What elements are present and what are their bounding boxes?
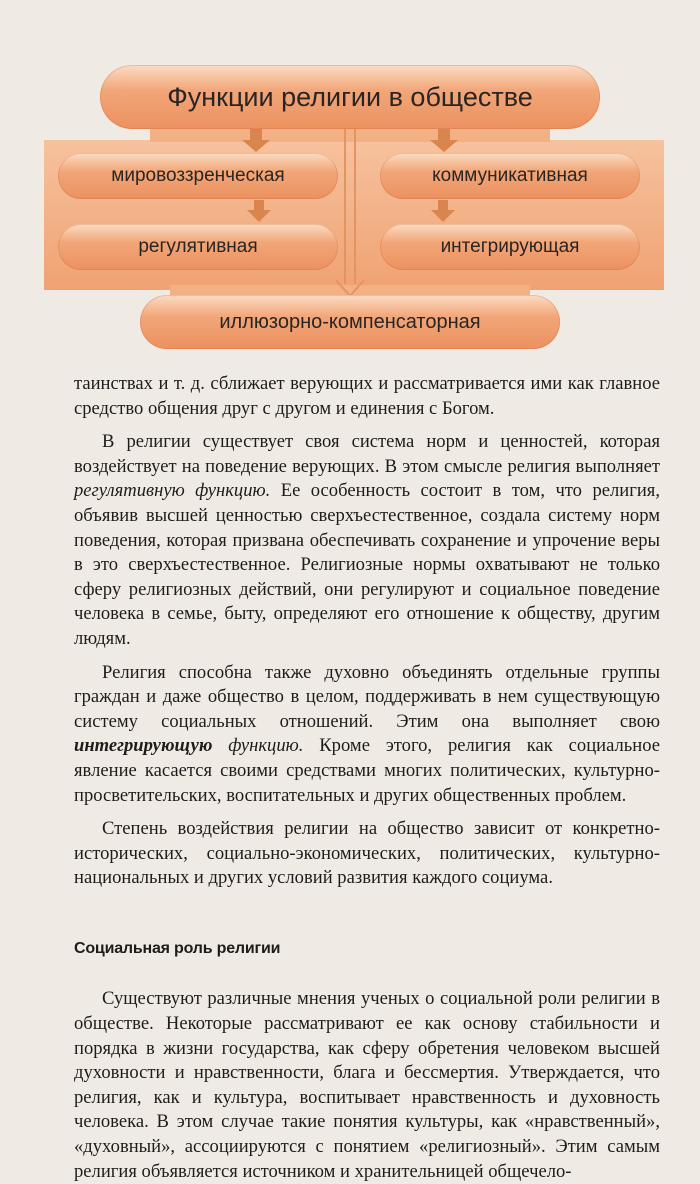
paragraph-3-part-a: Религия способна также духовно объединять отдельные группы граждан и даже общество в целом, поддерживать в нем существующую систему социальных отношений. Этим она выполняет свою xyxy=(74,661,660,732)
paragraph-5: Существуют различные мнения ученых о социальной роли религии в обществе. Некоторые рассматривают ее как основу стабильности и порядка в жизни государства, как сферу обретения человеком высшей духовности и нравственности, блага и бессмертия. Утверждается, что религия, как и культура, воспитывает нравственность и духовность человека. В этом случае такие понятия культуры, как «нравственный», «духовный», ассоциируются с понятием «религиозный». Этим самым религия объявляется источником и хранительницей общечело- xyxy=(74,988,660,1182)
function-integrating: интегрирующая xyxy=(380,224,640,270)
paragraph-3-part-b: Кроме этого, религия как социальное явление касается своими средствами многих политических, культурно-просветительских, воспитательных и других общественных проблем. xyxy=(74,735,661,806)
body-text xyxy=(74,372,660,1184)
function-communicative: коммуникативная xyxy=(380,153,640,199)
paragraph-4: Степень воздействия религии на общество зависит от конкретно-исторических, социально-экономических, политических, культурно-национальных и других условий развития каждого социума. xyxy=(74,818,660,889)
function-illusory-compensatory: иллюзорно-компенсаторная xyxy=(140,295,560,349)
section-heading: Социальная роль религии xyxy=(74,939,281,957)
paragraph-2-part-a: В религии существует своя система норм и ценностей, которая воздействует на поведение верующих. В этом смысле религия выполняет xyxy=(74,431,660,477)
function-worldview: мировоззренческая xyxy=(58,153,338,199)
paragraph-3 xyxy=(74,661,660,809)
term-integrating: интегрирующую xyxy=(74,735,213,757)
paragraph-2 xyxy=(74,430,660,651)
function-regulative: регулятивная xyxy=(58,224,338,270)
term-function: функцию. xyxy=(212,735,304,757)
paragraph-1: таинствах и т. д. сближает верующих и рассматривается ими как главное средство общения друг с другом и единения с Богом. xyxy=(74,373,660,419)
religion-functions-diagram xyxy=(0,0,700,360)
term-regulative-function: регулятивную функцию. xyxy=(74,480,271,502)
paragraph-2-part-b: Ее особенность состоит в том, что религия, объявив высшей ценностью сверхъестественное, создала систему норм поведения, которая призвана обеспечивать сохранение и упрочение веры в это сверхъестественное. Религиозные нормы охватывают не только сферу религиозных действий, они регулируют и социальное поведение человека в семье, быту, определяют его отношение к обществу, другим людям. xyxy=(74,480,660,649)
diagram-title: Функции религии в обществе xyxy=(100,65,600,129)
